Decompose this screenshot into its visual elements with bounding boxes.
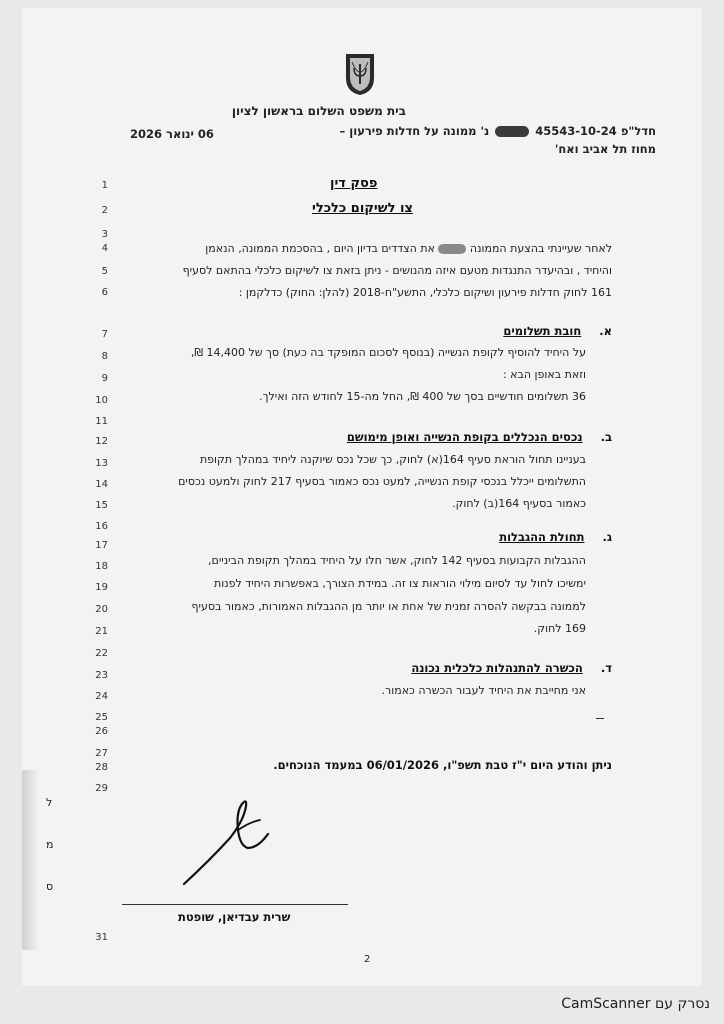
edge-mark: ס: [46, 880, 54, 893]
page-number: 2: [364, 954, 371, 965]
line-number: 29: [95, 783, 108, 794]
section-a-line: על היחיד להוסיף לקופת הנשייה (בנוסף לסכום המופקד בה כעת) סך של 14,400 ₪,: [190, 346, 586, 359]
section-a-heading: א. חובת תשלומים: [503, 324, 612, 338]
line-number: 8: [101, 351, 108, 362]
line-number: 12: [95, 436, 108, 447]
judge-name: שרית עבדיאן, שופטת: [178, 910, 291, 924]
redaction-mark: [495, 126, 529, 137]
line-number: 23: [95, 670, 108, 681]
line-number: 26: [95, 726, 108, 737]
line-number: 20: [95, 604, 108, 615]
section-b-line: התשלומים ייכלל בנכסי קופת הנשייה, למעט נכס כאמור בסעיף 217 לחוק ולמעט נכסים: [178, 475, 586, 488]
line-number: 25: [95, 712, 108, 723]
court-name: בית משפט השלום בראשון לציון: [231, 104, 406, 118]
line-number: 9: [101, 373, 108, 384]
section-a-line: 36 תשלומים חודשיים בסך של 400 ₪, החל מה-15 לחודש הזה ואילך.: [259, 390, 586, 403]
line-number: 18: [95, 561, 108, 572]
handwritten-signature: [180, 790, 280, 890]
section-c-line: 169 לחוק.: [533, 622, 586, 635]
page-fold-shadow: [22, 770, 38, 950]
line-number: 10: [95, 395, 108, 406]
decision-date: 06 ינואר 2026: [130, 127, 214, 141]
signature-line: [122, 904, 348, 905]
line-number: 7: [101, 329, 108, 340]
line-number: 22: [95, 648, 108, 659]
redaction-mark: [438, 244, 466, 254]
case-parties: נ' ממונה על חדלות פירעון –: [339, 124, 490, 138]
line-number: 19: [95, 582, 108, 593]
case-number: חדל"פ 45543-10-24: [535, 124, 656, 138]
edge-mark: ל: [46, 796, 53, 809]
line-number: 2: [101, 205, 108, 216]
case-title: [340, 124, 656, 138]
dash-mark: [596, 718, 604, 719]
line-number: 5: [101, 266, 108, 277]
line-number: 31: [95, 932, 108, 943]
section-d-heading: ד. הכשרה להתנהלות כלכלית נכונה: [411, 661, 612, 675]
state-emblem-icon: [342, 52, 378, 96]
section-b-line: בעניינו תחול הוראת סעיף 164(א) לחוק, כך שכל נכס שיוקנה ליחיד במהלך תקופת: [199, 453, 586, 466]
section-c-line: ההגבלות הקבועות בסעיף 142 לחוק, אשר חלו על היחיד במהלך תקופת הביניים,: [208, 554, 586, 567]
case-district: מחוז תל אביב ואח': [554, 142, 656, 156]
section-c-line: ימשיכו לחול עד לסיום מילוי הוראות צו זה. במידת הצורך, באפשרות היחיד לפנות: [213, 577, 586, 590]
edge-mark: מ: [46, 838, 54, 851]
line-number: 15: [95, 500, 108, 511]
section-c-heading: ג. תחולת ההגבלות: [499, 530, 612, 544]
section-a-line: וזאת באופן הבא :: [502, 368, 586, 381]
line-number: 14: [95, 479, 108, 490]
line-number: 13: [95, 458, 108, 469]
intro-line-2: והיחיד , ובהיעדר התנגדות מטעם איזה מהנושים - ניתן בזאת צו לשיקום כלכלי בהתאם לסעיף: [182, 264, 612, 277]
document-title: פסק דין: [330, 176, 378, 191]
section-b-line: כאמור בסעיף 164(ב) לחוק.: [452, 497, 586, 510]
line-number: 28: [95, 762, 108, 773]
line-number: 21: [95, 626, 108, 637]
line-number: 16: [95, 521, 108, 532]
line-number: 11: [95, 416, 108, 427]
line-number: 27: [95, 748, 108, 759]
line-number: 1: [101, 180, 108, 191]
line-number: 17: [95, 540, 108, 551]
line-number: 24: [95, 691, 108, 702]
intro-line-1: לאחר שעיינתי בהצעת הממונה את הצדדים בדיון היום , בהסכמת הממונה, הנאמן: [205, 242, 612, 255]
section-c-line: לממונה בבקשה להסרה זמנית של אחת או יותר מן ההגבלות האמורות, כאמור בסעיף: [191, 600, 586, 613]
intro-line-3: 161 לחוק חדלות פירעון ושיקום כלכלי, התשע"ח-2018 (להלן: החוק) כדלקמן :: [238, 286, 612, 299]
section-d-line: אני מחייבת את היחיד לעבור הכשרה כאמור.: [381, 684, 586, 697]
scanner-watermark: נסרק עם CamScanner: [561, 996, 710, 1012]
document-subtitle: צו לשיקום כלכלי: [312, 201, 413, 216]
closing-statement: ניתן והודע היום י"ז טבת תשפ"ו, 06/01/2026 במעמד הנוכחים.: [273, 758, 612, 772]
line-number: 3: [101, 229, 108, 240]
line-number: 6: [101, 287, 108, 298]
line-number: 4: [101, 243, 108, 254]
section-b-heading: ב. נכסים הנכללים בקופת הנשייה ואופן מימושם: [346, 430, 612, 444]
